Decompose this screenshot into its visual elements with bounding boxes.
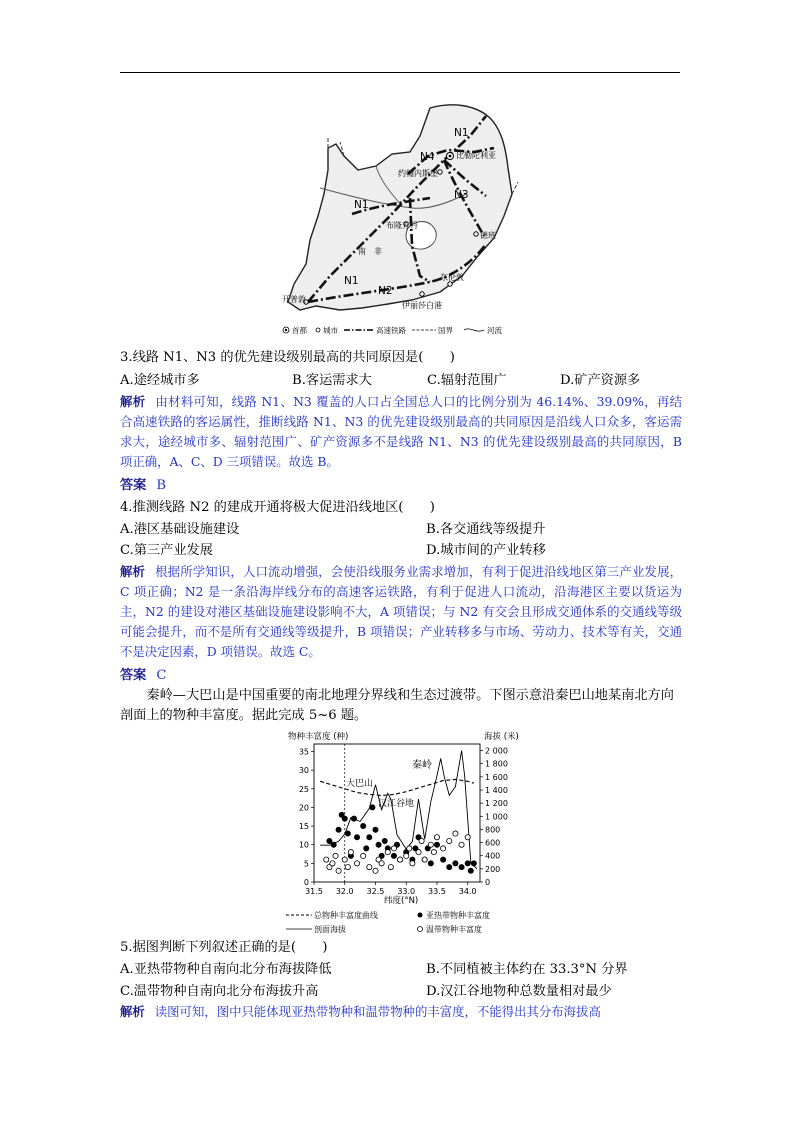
legend-profile: 剖面海拔 — [314, 925, 346, 934]
subtropical-point — [354, 835, 359, 840]
temperate-point — [367, 864, 372, 869]
svg-text:城市: 城市 — [323, 326, 338, 335]
subtropical-point — [345, 831, 350, 836]
y-right-tick-label: 1 800 — [485, 759, 508, 769]
x-tick-label: 33.0 — [397, 887, 416, 896]
temperate-point — [410, 861, 415, 866]
y-right-tick-label: 600 — [485, 838, 501, 848]
chart-annotation-qinling: 秦岭 — [412, 760, 432, 771]
temperate-point — [422, 857, 427, 862]
x-tick-label: 34.0 — [458, 887, 477, 896]
y-left-tick-label: 25 — [298, 784, 309, 794]
y-left-tick-label: 0 — [303, 878, 309, 887]
q3-option-b: B.客运需求大 — [292, 373, 372, 388]
temperate-point — [348, 850, 353, 855]
chart-annotation-hanjiang: 汉江谷地 — [378, 799, 415, 809]
temperate-point — [416, 850, 421, 855]
elevation-profile-line — [320, 751, 477, 869]
temperate-point — [441, 846, 446, 851]
q3-answer: B — [156, 478, 167, 493]
y-right-tick-label: 1 000 — [485, 812, 508, 822]
temperate-point — [407, 846, 412, 851]
temperate-point — [373, 868, 378, 873]
map-label-pretoria: 比勒陀利亚 — [456, 151, 496, 160]
q5-explanation-block — [120, 1002, 682, 1022]
subtropical-point — [471, 861, 476, 866]
subtropical-point — [453, 861, 458, 866]
q3-option-d: D.矿产资源多 — [560, 373, 641, 388]
q3-option-a: A.途经城市多 — [120, 373, 200, 388]
subtropical-point — [373, 827, 378, 832]
species-richness-chart — [284, 730, 530, 942]
map-label-n1-low: N1 — [344, 275, 359, 287]
q3-option-c: C.辐射范围广 — [427, 373, 507, 388]
materials-intro: 秦岭—大巴山是中国重要的南北地理分界线和生态过渡带。下图示意沿秦巴山地某南北方向剖面上的物种丰富度。据此完成 5~6 题。 — [120, 688, 674, 723]
q3-answer-block — [120, 476, 166, 495]
temperate-point — [388, 864, 393, 869]
temperate-point — [361, 853, 366, 858]
map-label-johannesburg: 约翰内斯堡 — [398, 169, 438, 178]
subtropical-point — [331, 842, 336, 847]
temperate-point — [453, 831, 458, 836]
temperate-point — [324, 857, 329, 862]
subtropical-point — [382, 838, 387, 843]
q4-option-d: D.城市间的产业转移 — [426, 543, 546, 558]
map-label-cape-town: 开普敦 — [282, 295, 306, 304]
legend-total: 总物种丰富度曲线 — [314, 911, 378, 920]
x-tick-label: 31.5 — [305, 887, 323, 896]
temperate-point — [397, 857, 402, 862]
chart-legend — [286, 910, 490, 934]
map-label-n3: N3 — [454, 189, 469, 201]
x-tick-label: 32.5 — [366, 887, 385, 896]
q5-option-d: D.汉江谷地物种总数量相对最少 — [426, 984, 612, 999]
y-left-tick-label: 30 — [298, 766, 309, 776]
temperate-point — [459, 842, 464, 847]
header-rule — [120, 72, 680, 73]
svg-text:河流: 河流 — [487, 326, 502, 335]
q4-explanation-label: 解析 — [120, 564, 146, 579]
y-right-tick-label: 1 200 — [485, 799, 508, 809]
temperate-point — [333, 853, 338, 858]
q4-explanation-block — [120, 562, 682, 662]
chart-ylabel-left: 物种丰富度 (种) — [288, 732, 349, 742]
south-africa-railway-map — [280, 96, 522, 340]
subtropical-point — [428, 861, 433, 866]
temperate-point — [431, 850, 436, 855]
q3-explanation-label: 解析 — [120, 394, 146, 409]
y-left-tick-label: 35 — [298, 747, 309, 757]
y-right-tick-label: 200 — [485, 864, 501, 874]
temperate-point — [336, 868, 341, 873]
temperate-point — [391, 846, 396, 851]
svg-text:首都: 首都 — [292, 326, 307, 335]
map-label-bloemfontein: 布隆方丹 — [386, 221, 418, 230]
legend-subtropical: 亚热带物种丰富度 — [426, 911, 490, 920]
chart-xlabel: 纬度(°N) — [384, 896, 419, 906]
y-right-tick-label: 800 — [485, 825, 501, 835]
q4-answer: C — [156, 668, 167, 683]
map-label-durban: 德班 — [480, 231, 496, 240]
q4-option-b: B.各交通线等级提升 — [426, 522, 546, 537]
capital-marker — [447, 153, 454, 160]
subtropical-point — [468, 868, 473, 873]
chart-annotation-dabashan: 大巴山 — [346, 779, 374, 789]
temperate-point — [428, 842, 433, 847]
q3-stem: 3.线路 N1、N3 的优先建设级别最高的共同原因是( ) — [120, 350, 455, 365]
subtropical-point — [465, 861, 470, 866]
subtropical-point — [441, 857, 446, 862]
subtropical-point — [351, 816, 356, 821]
map-label-n2: N2 — [378, 285, 393, 297]
subtropical-point — [376, 842, 381, 847]
map-label-n1: N1 — [454, 127, 469, 139]
y-left-tick-label: 20 — [298, 803, 309, 813]
q5-stem: 5.据图判断下列叙述正确的是( ) — [120, 940, 328, 955]
chart-ylabel-right: 海拔 (米) — [484, 732, 519, 742]
svg-text:高速铁路: 高速铁路 — [376, 326, 406, 335]
map-label-n4: N4 — [420, 151, 435, 163]
q5-option-c: C.温带物种自南向北分布海拔升高 — [120, 984, 319, 999]
q4-option-c: C.第三产业发展 — [120, 543, 213, 558]
y-left-tick-label: 5 — [303, 859, 309, 869]
y-left-tick-label: 15 — [298, 822, 309, 832]
subtropical-point — [342, 816, 347, 821]
subtropical-point — [434, 842, 439, 847]
map-label-south-africa: 南 非 — [358, 247, 382, 256]
subtropical-point — [370, 805, 375, 810]
temperate-point — [379, 861, 384, 866]
y-right-tick-label: 1 600 — [485, 772, 508, 782]
x-tick-label: 32.0 — [335, 887, 354, 896]
subtropical-point — [327, 838, 332, 843]
temperate-point — [404, 853, 409, 858]
q4-answer-label: 答案 — [120, 668, 147, 683]
svg-text:国界: 国界 — [438, 326, 453, 335]
subtropical-point — [367, 835, 372, 840]
subtropical-point — [336, 827, 341, 832]
q5-explanation: 读图可知，图中只能体现亚热带物种和温带物种的丰富度，不能得出其分布海拔高 — [154, 1004, 601, 1019]
q5-option-b: B.不同植被主体约在 33.3°N 分界 — [426, 962, 628, 977]
y-right-tick-label: 400 — [485, 851, 501, 861]
y-right-tick-label: 0 — [485, 878, 491, 887]
x-tick-label: 33.5 — [428, 887, 446, 896]
q4-option-a: A.港区基础设施建设 — [120, 522, 240, 537]
subtropical-point — [447, 864, 452, 869]
q3-explanation: 由材料可知，线路 N1、N3 覆盖的人口占全国总人口的比例分别为 46.14%、39.09%，再结合高速铁路的客运属性，推断线路 N1、N3 的优先建设级别最高的共同原因是沿线人口众多，客运需求大，途经城市多、辐射范围广、矿产资源多不是线路 N1、N3 的优先建设级别最高的共同原因，B 项正确，A、C、D 三项错误。故选 B。 — [120, 394, 682, 469]
q5-option-a: A.亚热带物种自南向北分布海拔降低 — [120, 962, 332, 977]
map-label-port-elizabeth: 伊丽莎白港 — [402, 301, 442, 310]
q3-explanation-block — [120, 392, 682, 472]
temperate-point — [345, 864, 350, 869]
temperate-point — [419, 838, 424, 843]
temperate-point — [330, 861, 335, 866]
temperate-point — [385, 850, 390, 855]
map-label-east-london: 东伦敦 — [440, 273, 464, 282]
subtropical-point — [361, 823, 366, 828]
y-left-tick-label: 10 — [298, 840, 309, 850]
temperate-point — [354, 861, 359, 866]
legend-temperate: 温带物种丰富度 — [426, 925, 482, 934]
q4-explanation: 根据所学知识，人口流动增强，会使沿线服务业需求增加，有利于促进沿线地区第三产业发展，C 项正确；N2 是一条沿海岸线分布的高速客运铁路，有利于促进人口流动，沿海港区主要以货运为主，N2 的建设对港区基础设施建设影响不大，A 项错误；与 N2 有交会且形成交通体系的交通线等级可能会提升，而不是所有交通线等级提升，B 项错误；产业转移多与市场、劳动力、技术等有关，交通不是决定因素，D 项错误。故选 C。 — [120, 564, 683, 659]
q4-answer-block — [120, 666, 166, 685]
temperate-point — [434, 835, 439, 840]
q3-answer-label: 答案 — [120, 478, 147, 493]
temperate-point — [342, 857, 347, 862]
q5-explanation-label: 解析 — [120, 1004, 145, 1019]
subtropical-point — [459, 864, 464, 869]
map-label-n1-mid: N1 — [354, 199, 369, 211]
temperate-point — [447, 838, 452, 843]
y-right-tick-label: 1 400 — [485, 786, 508, 795]
subtropical-point — [364, 846, 369, 851]
y-right-tick-label: 2 000 — [485, 746, 508, 756]
q4-stem: 4.推测线路 N2 的建成开通将极大促进沿线地区( ) — [120, 500, 435, 515]
subtropical-point — [391, 853, 396, 858]
temperate-point — [465, 835, 470, 840]
